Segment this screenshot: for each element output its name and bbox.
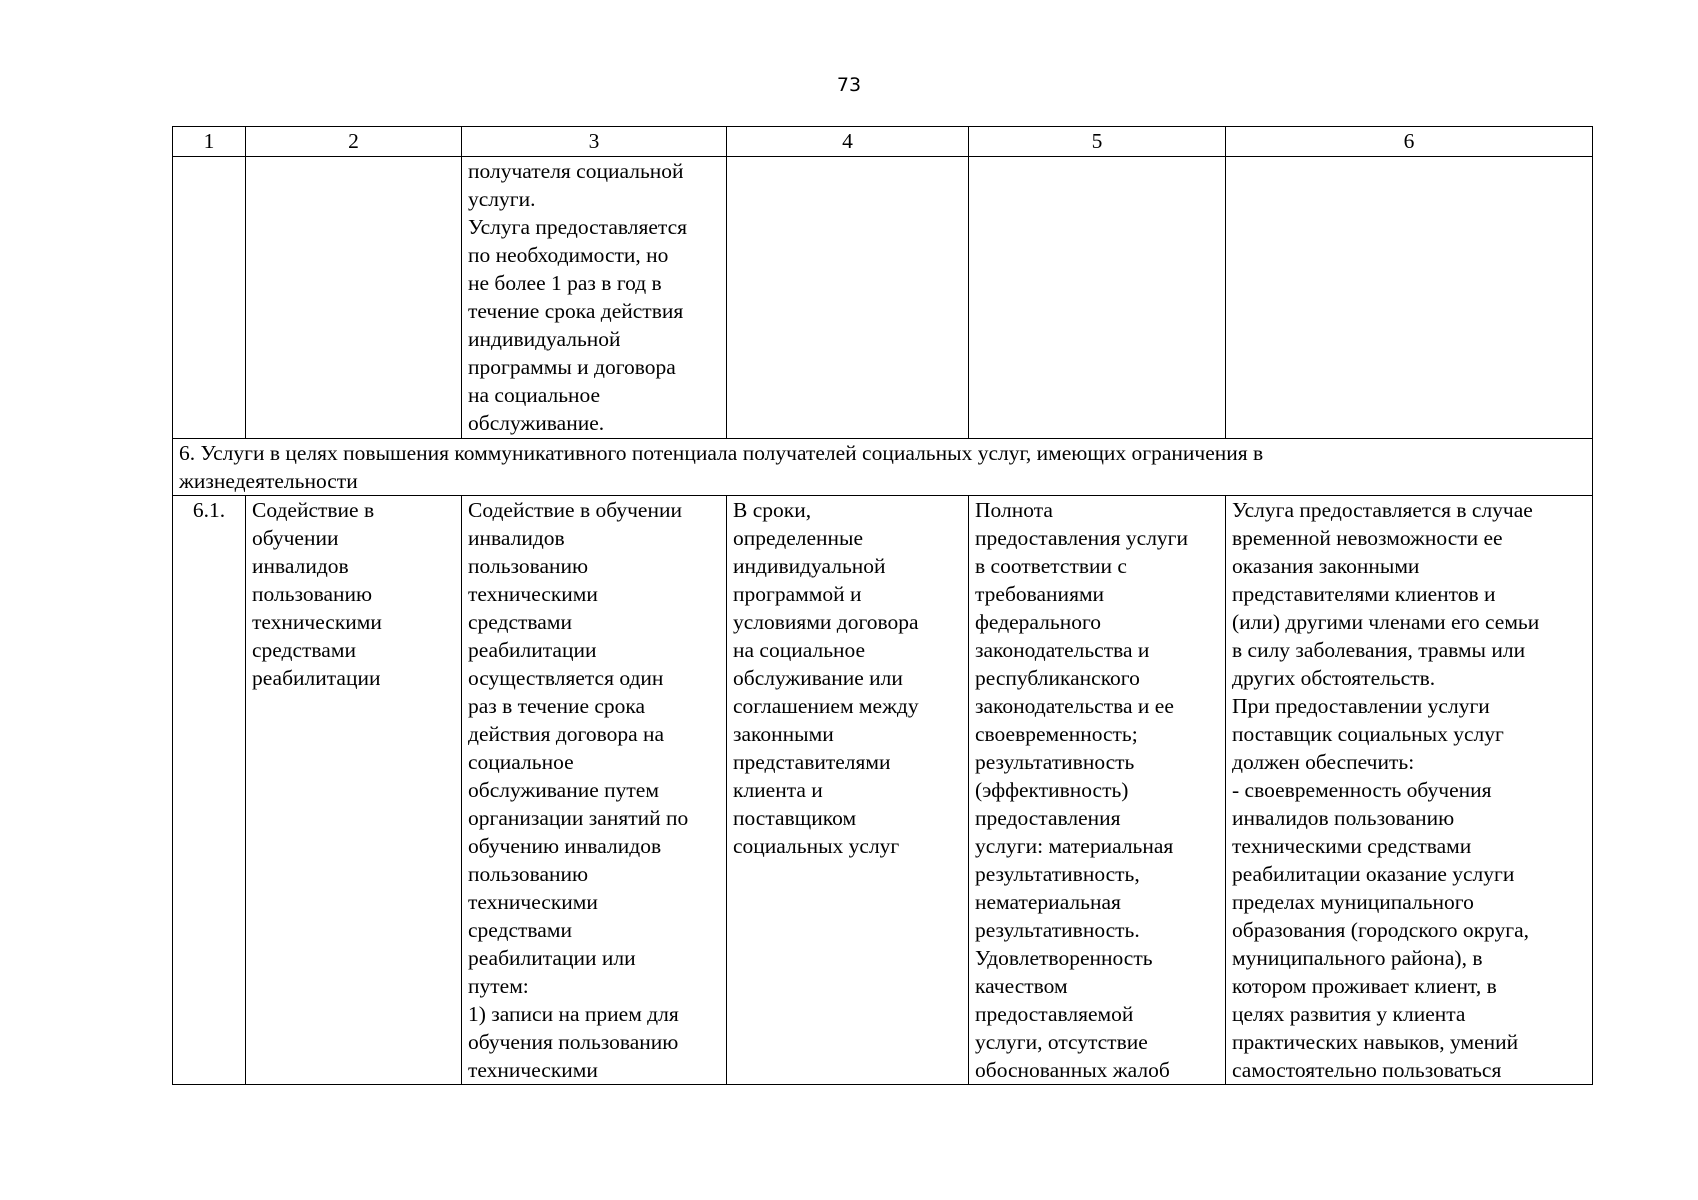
continuation-cell-4: [727, 157, 969, 439]
service-description: Содействие в обучении инвалидов пользованию техническими средствами реабилитации осуществляется один раз в течение срока действия договора на социальное обслуживание путем организации занятий по обучению инвалидов пользованию техническими средствами реабилитации или путем: 1) записи на прием для обучения пользованию техническими: [462, 496, 727, 1085]
continuation-cell-5: [969, 157, 1226, 439]
column-number-row: [173, 127, 1593, 157]
column-number-5: 5: [969, 127, 1226, 157]
continuation-row: [173, 157, 1593, 439]
column-number-3: 3: [462, 127, 727, 157]
services-table: [172, 126, 1593, 1085]
column-number-2: 2: [246, 127, 462, 157]
service-name: Содействие в обучении инвалидов пользованию техническими средствами реабилитации: [246, 496, 462, 1085]
column-number-1: 1: [173, 127, 246, 157]
service-conditions: Услуга предоставляется в случае временной невозможности ее оказания законными представителями клиентов и (или) другими членами его семьи в силу заболевания, травмы или других обстоятельств. При предоставлении услуги поставщик социальных услуг должен обеспечить: - своевременность обучения инвалидов пользованию техническими средствами реабилитации оказание услуги пределах муниципального образования (городского округа, муниципального района), в котором проживает клиент, в целях развития у клиента практических навыков, умений самостоятельно пользоваться: [1226, 496, 1593, 1085]
row-number: 6.1.: [173, 496, 246, 1085]
service-quality-indicators: Полнота предоставления услуги в соответствии с требованиями федерального законодательства и республиканского законодательства и ее своевременность; результативность (эффективность) предоставления услуги: материальная результативность, нематериальная результативность. Удовлетворенность качеством предоставляемой услуги, отсутствие обоснованных жалоб: [969, 496, 1226, 1085]
table-row: [173, 496, 1593, 1085]
continuation-cell-6: [1226, 157, 1593, 439]
service-terms: В сроки, определенные индивидуальной программой и условиями договора на социальное обслуживание или соглашением между законными представителями клиента и поставщиком социальных услуг: [727, 496, 969, 1085]
section-heading-row: [173, 439, 1593, 496]
page-number: 73: [836, 74, 862, 96]
column-number-6: 6: [1226, 127, 1593, 157]
column-number-4: 4: [727, 127, 969, 157]
continuation-cell-2: [246, 157, 462, 439]
section-heading: 6. Услуги в целях повышения коммуникативного потенциала получателей социальных услуг, имеющих ограничения в жизнедеятельности: [173, 439, 1593, 496]
continuation-cell-3: получателя социальной услуги. Услуга предоставляется по необходимости, но не более 1 раз в год в течение срока действия индивидуальной программы и договора на социальное обслуживание.: [462, 157, 727, 439]
continuation-cell-1: [173, 157, 246, 439]
